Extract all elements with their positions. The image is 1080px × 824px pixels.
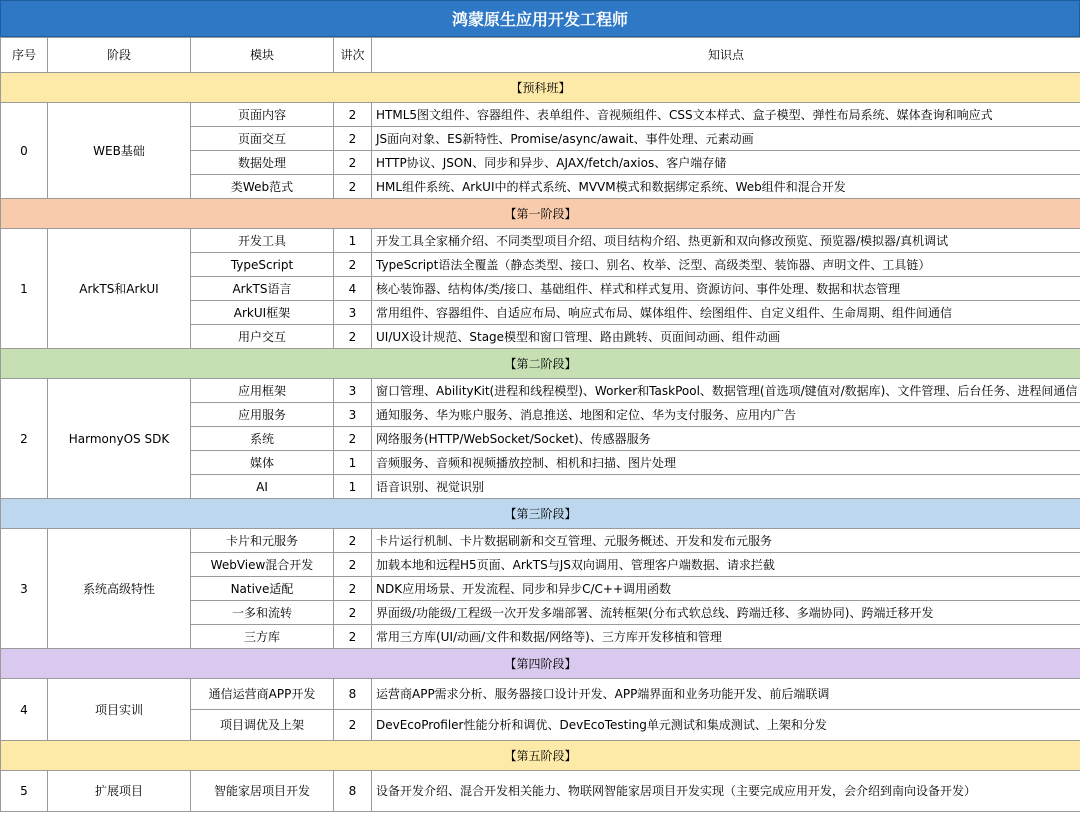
phase-row: [1, 73, 1080, 103]
knowledge-cell: 界面级/功能级/工程级一次开发多端部署、流转框架(分布式软总线、跨端迁移、多端协同)、跨端迁移开发: [372, 601, 1080, 625]
lessons-cell: 3: [334, 403, 372, 427]
seq-cell: 1: [1, 229, 48, 349]
stage-cell: HarmonyOS SDK: [48, 379, 191, 499]
stage-cell: 项目实训: [48, 679, 191, 741]
phase-label: 【第二阶段】: [1, 349, 1080, 379]
table-row: [1, 771, 1080, 812]
knowledge-cell: 常用组件、容器组件、自适应布局、响应式布局、媒体组件、绘图组件、自定义组件、生命周期、组件间通信: [372, 301, 1080, 325]
header-lessons: 讲次: [334, 38, 372, 73]
header-module: 模块: [191, 38, 334, 73]
header-stage: 阶段: [48, 38, 191, 73]
knowledge-cell: 音频服务、音频和视频播放控制、相机和扫描、图片处理: [372, 451, 1080, 475]
lessons-cell: 2: [334, 151, 372, 175]
phase-label: 【第四阶段】: [1, 649, 1080, 679]
module-cell: AI: [191, 475, 334, 499]
knowledge-cell: 运营商APP需求分析、服务器接口设计开发、APP端界面和业务功能开发、前后端联调: [372, 679, 1080, 710]
table-row: [1, 529, 1080, 553]
module-cell: 页面内容: [191, 103, 334, 127]
stage-cell: 系统高级特性: [48, 529, 191, 649]
lessons-cell: 2: [334, 529, 372, 553]
module-cell: 应用服务: [191, 403, 334, 427]
stage-cell: WEB基础: [48, 103, 191, 199]
knowledge-cell: UI/UX设计规范、Stage模型和窗口管理、路由跳转、页面间动画、组件动画: [372, 325, 1080, 349]
phase-label: 【预科班】: [1, 73, 1080, 103]
module-cell: 一多和流转: [191, 601, 334, 625]
module-cell: 系统: [191, 427, 334, 451]
header-seq: 序号: [1, 38, 48, 73]
knowledge-cell: 开发工具全家桶介绍、不同类型项目介绍、项目结构介绍、热更新和双向修改预览、预览器/模拟器/真机调试: [372, 229, 1080, 253]
lessons-cell: 3: [334, 379, 372, 403]
table-row: [1, 229, 1080, 253]
lessons-cell: 2: [334, 601, 372, 625]
seq-cell: 0: [1, 103, 48, 199]
lessons-cell: 2: [334, 253, 372, 277]
sheet-title: 鸿蒙原生应用开发工程师: [0, 0, 1080, 37]
lessons-cell: 2: [334, 175, 372, 199]
knowledge-cell: HML组件系统、ArkUI中的样式系统、MVVM模式和数据绑定系统、Web组件和混合开发: [372, 175, 1080, 199]
phase-row: [1, 199, 1080, 229]
seq-cell: 2: [1, 379, 48, 499]
seq-cell: 5: [1, 771, 48, 812]
lessons-cell: 2: [334, 427, 372, 451]
module-cell: 媒体: [191, 451, 334, 475]
lessons-cell: 8: [334, 771, 372, 812]
module-cell: 项目调优及上架: [191, 710, 334, 741]
knowledge-cell: NDK应用场景、开发流程、同步和异步C/C++调用函数: [372, 577, 1080, 601]
lessons-cell: 2: [334, 710, 372, 741]
knowledge-cell: 卡片运行机制、卡片数据刷新和交互管理、元服务概述、开发和发布元服务: [372, 529, 1080, 553]
curriculum-body: [1, 38, 1080, 812]
lessons-cell: 2: [334, 553, 372, 577]
knowledge-cell: DevEcoProfiler性能分析和调优、DevEcoTesting单元测试和集成测试、上架和分发: [372, 710, 1080, 741]
knowledge-cell: JS面向对象、ES新特性、Promise/async/await、事件处理、元素动画: [372, 127, 1080, 151]
module-cell: 卡片和元服务: [191, 529, 334, 553]
stage-cell: ArkTS和ArkUI: [48, 229, 191, 349]
knowledge-cell: 核心装饰器、结构体/类/接口、基础组件、样式和样式复用、资源访问、事件处理、数据和状态管理: [372, 277, 1080, 301]
header-row: [1, 38, 1080, 73]
module-cell: ArkTS语言: [191, 277, 334, 301]
lessons-cell: 1: [334, 475, 372, 499]
module-cell: Native适配: [191, 577, 334, 601]
lessons-cell: 2: [334, 325, 372, 349]
phase-row: [1, 349, 1080, 379]
knowledge-cell: TypeScript语法全覆盖（静态类型、接口、别名、枚举、泛型、高级类型、装饰器、声明文件、工具链）: [372, 253, 1080, 277]
table-row: [1, 379, 1080, 403]
knowledge-cell: 窗口管理、AbilityKit(进程和线程模型)、Worker和TaskPool、数据管理(首选项/键值对/数据库)、文件管理、后台任务、进程间通信: [372, 379, 1080, 403]
module-cell: 数据处理: [191, 151, 334, 175]
phase-row: [1, 499, 1080, 529]
module-cell: WebView混合开发: [191, 553, 334, 577]
lessons-cell: 4: [334, 277, 372, 301]
knowledge-cell: 设备开发介绍、混合开发相关能力、物联网智能家居项目开发实现（主要完成应用开发，会介绍到南向设备开发）: [372, 771, 1080, 812]
knowledge-cell: HTTP协议、JSON、同步和异步、AJAX/fetch/axios、客户端存储: [372, 151, 1080, 175]
table-row: [1, 103, 1080, 127]
knowledge-cell: 语音识别、视觉识别: [372, 475, 1080, 499]
lessons-cell: 1: [334, 229, 372, 253]
stage-cell: 扩展项目: [48, 771, 191, 812]
lessons-cell: 2: [334, 577, 372, 601]
module-cell: 三方库: [191, 625, 334, 649]
module-cell: 类Web范式: [191, 175, 334, 199]
module-cell: 页面交互: [191, 127, 334, 151]
module-cell: TypeScript: [191, 253, 334, 277]
phase-label: 【第一阶段】: [1, 199, 1080, 229]
seq-cell: 3: [1, 529, 48, 649]
phase-label: 【第三阶段】: [1, 499, 1080, 529]
lessons-cell: 2: [334, 625, 372, 649]
knowledge-cell: 加载本地和远程H5页面、ArkTS与JS双向调用、管理客户端数据、请求拦截: [372, 553, 1080, 577]
lessons-cell: 2: [334, 103, 372, 127]
module-cell: 通信运营商APP开发: [191, 679, 334, 710]
seq-cell: 4: [1, 679, 48, 741]
module-cell: ArkUI框架: [191, 301, 334, 325]
phase-label: 【第五阶段】: [1, 741, 1080, 771]
phase-row: [1, 741, 1080, 771]
curriculum-table: [0, 37, 1080, 812]
lessons-cell: 2: [334, 127, 372, 151]
lessons-cell: 3: [334, 301, 372, 325]
table-row: [1, 679, 1080, 710]
lessons-cell: 8: [334, 679, 372, 710]
module-cell: 开发工具: [191, 229, 334, 253]
module-cell: 应用框架: [191, 379, 334, 403]
module-cell: 智能家居项目开发: [191, 771, 334, 812]
knowledge-cell: 通知服务、华为账户服务、消息推送、地图和定位、华为支付服务、应用内广告: [372, 403, 1080, 427]
header-knowledge: 知识点: [372, 38, 1080, 73]
knowledge-cell: 常用三方库(UI/动画/文件和数据/网络等)、三方库开发移植和管理: [372, 625, 1080, 649]
lessons-cell: 1: [334, 451, 372, 475]
phase-row: [1, 649, 1080, 679]
module-cell: 用户交互: [191, 325, 334, 349]
knowledge-cell: HTML5图文组件、容器组件、表单组件、音视频组件、CSS文本样式、盒子模型、弹性布局系统、媒体查询和响应式: [372, 103, 1080, 127]
knowledge-cell: 网络服务(HTTP/WebSocket/Socket)、传感器服务: [372, 427, 1080, 451]
